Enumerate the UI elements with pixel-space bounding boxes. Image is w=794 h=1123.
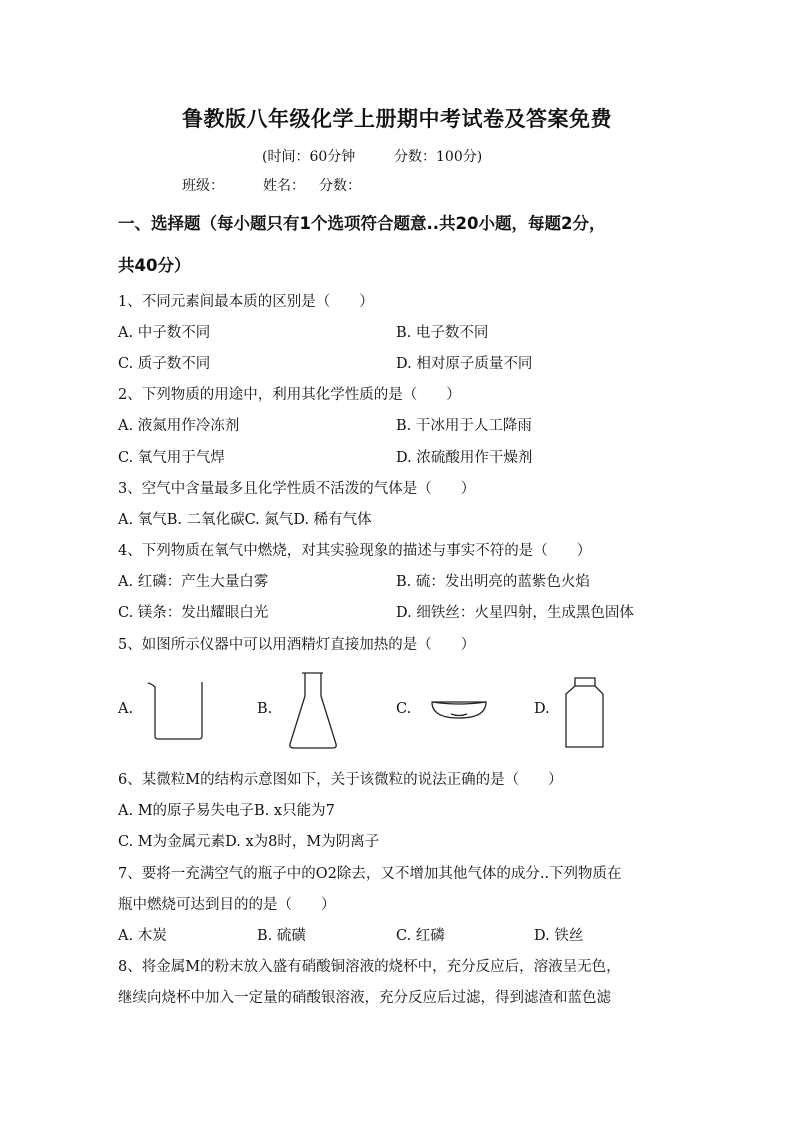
question-6-options-line2: C. M为金属元素D. x为8时，M为阴离子	[118, 834, 380, 850]
question-8-stem-line1: 8、将金属M的粉末放入盛有硝酸铜溶液的烧杯中，充分反应后，溶液呈无色，	[118, 959, 621, 975]
question-4-option-a: A. 红磷：产生大量白雾	[118, 574, 269, 590]
question-5-figure-label-b: B.	[257, 701, 273, 717]
exam-time: (时间：60分钟	[262, 149, 356, 165]
question-4-option-c: C. 镁条：发出耀眼白光	[118, 605, 269, 621]
question-6-options-line1: A. M的原子易失电子B. x只能为7	[118, 803, 335, 819]
question-7-option-c: C. 红磷	[396, 928, 445, 944]
question-5-figure-label-d: D.	[534, 701, 550, 717]
question-7-stem-line1: 7、要将一充满空气的瓶子中的O2除去，又不增加其他气体的成分..下列物质在	[118, 866, 622, 882]
question-7-option-a: A. 木炭	[118, 928, 167, 944]
name-field-label: 姓名：	[263, 178, 305, 194]
question-2-stem: 2、下列物质的用途中，利用其化学性质的是（ ）	[118, 387, 461, 403]
question-3-options: A. 氧气B. 二氧化碳C. 氮气D. 稀有气体	[118, 512, 372, 528]
question-2-option-b: B. 干冰用于人工降雨	[396, 418, 532, 434]
question-4-option-d: D. 细铁丝：火星四射，生成黑色固体	[396, 605, 634, 621]
question-5-stem: 5、如图所示仪器中可以用酒精灯直接加热的是（ ）	[118, 637, 476, 653]
exam-total-score: 分数：100分)	[394, 149, 483, 165]
section-heading-line1: 一、选择题（每小题只有1个选项符合题意..共20小题，每题2分，	[118, 214, 606, 233]
question-7-stem-line2: 瓶中燃烧可达到目的的是（ ）	[118, 897, 336, 913]
question-8-stem-line2: 继续向烧杯中加入一定量的硝酸银溶液，充分反应后过滤，得到滤渣和蓝色滤	[118, 990, 611, 1006]
question-2-option-d: D. 浓硫酸用作干燥剂	[396, 450, 533, 466]
question-3-stem: 3、空气中含量最多且化学性质不活泼的气体是（ ）	[118, 481, 476, 497]
score-field-label: 分数：	[319, 178, 361, 194]
question-1-stem: 1、不同元素间最本质的区别是（ ）	[118, 294, 374, 310]
question-4-option-b: B. 硫：发出明亮的蓝紫色火焰	[396, 574, 590, 590]
conical-flask-icon	[285, 670, 343, 752]
question-4-stem: 4、下列物质在氧气中燃烧，对其实验现象的描述与事实不符的是（ ）	[118, 543, 592, 559]
page-title: 鲁教版八年级化学上册期中考试卷及答案免费	[182, 107, 612, 131]
question-6-stem: 6、某微粒M的结构示意图如下，关于该微粒的说法正确的是（ ）	[118, 772, 563, 788]
question-5-figure-label-c: C.	[396, 701, 412, 717]
question-1-option-c: C. 质子数不同	[118, 356, 211, 372]
question-7-option-d: D. 铁丝	[534, 928, 584, 944]
question-1-option-a: A. 中子数不同	[118, 325, 211, 341]
question-1-option-b: B. 电子数不同	[396, 325, 489, 341]
beaker-icon	[144, 678, 206, 742]
section-heading-line2: 共40分）	[118, 256, 191, 275]
question-2-option-c: C. 氧气用于气焊	[118, 450, 225, 466]
reagent-bottle-icon	[560, 675, 610, 751]
question-5-figure-label-a: A.	[118, 701, 134, 717]
class-field-label: 班级：	[182, 178, 224, 194]
evaporating-dish-icon	[429, 694, 491, 724]
question-2-option-a: A. 液氮用作冷冻剂	[118, 418, 240, 434]
question-7-option-b: B. 硫磺	[257, 928, 306, 944]
question-1-option-d: D. 相对原子质量不同	[396, 356, 533, 372]
